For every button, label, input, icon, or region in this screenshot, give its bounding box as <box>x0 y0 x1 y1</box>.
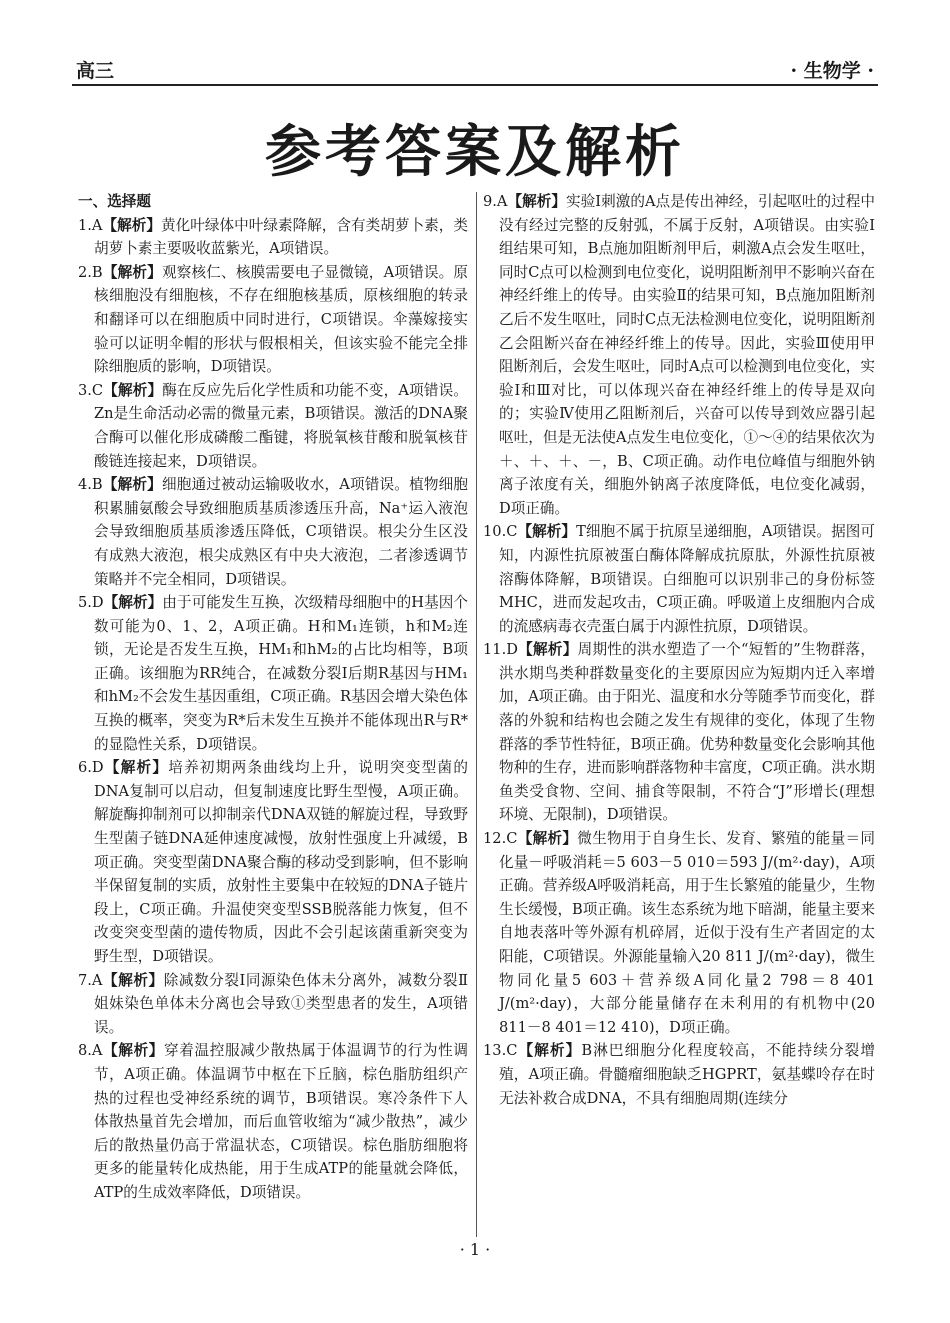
answer-key: 11.D <box>483 641 518 659</box>
page-header <box>72 52 878 82</box>
analysis-tag: 【解析】 <box>102 476 162 494</box>
analysis-tag: 【解析】 <box>102 971 164 989</box>
answer-key: 5.D <box>78 594 104 612</box>
answer-text: 穿着温控服减少散热属于体温调节的行为性调节，A项正确。体温调节中枢在下丘脑，棕色脂肪组织产热的过程也受神经系统的调节，B项错误。寒冷条件下人体散热量首先会增加，而后血管收缩为“减少散热”，减少后的散热量仍高于常温状态，C项错误。棕色脂肪细胞将更多的能量转化成热能，用于生成ATP的能量就会降低，ATP的生成效率降低，D项错误。 <box>94 1042 468 1201</box>
answer-item <box>78 969 468 1040</box>
answer-text: 微生物用于自身生长、发育、繁殖的能量＝同化量－呼吸消耗＝5 603－5 010＝593 J/(m²·day)，A项正确。营养级A呼吸消耗高，用于生长繁殖的能量少，生物生长缓慢，B项正确。该生态系统为地下暗湖，能量主要来自地表落叶等外源有机碎屑，近似于没有生产者固定的太阳能，C项错误。外源能量输入20 811 J/(m²·day)，微生物同化量5 603＋营养级A同化量2 798＝8 401 J/(m²·day)，大部分能量储存在未利用的有机物中(20 811－8 401＝12 410)，D项正确。 <box>499 830 875 1036</box>
column-divider <box>476 192 477 1237</box>
answer-item <box>483 638 875 827</box>
analysis-tag: 【解析】 <box>103 381 163 399</box>
analysis-tag: 【解析】 <box>517 641 578 659</box>
answer-item <box>483 190 875 520</box>
answer-text: 观察核仁、核膜需要电子显微镜，A项错误。原核细胞没有细胞核，不存在细胞核基质，原核细胞的转录和翻译可以在细胞质中同时进行，C项错误。伞藻嫁接实验可以证明伞帽的形状与假根相关，但该实验不能完全排除细胞质的影响，D项错误。 <box>94 263 468 376</box>
section-title: 一、选择题 <box>78 193 151 210</box>
answer-text: 周期性的洪水塑造了一个“短暂的”生物群落，洪水期鸟类种群数量变化的主要原因应为短期内迁入率增加，A项正确。由于阳光、温度和水分等随季节而变化，群落的外貌和结构也会随之发生有规律的变化，体现了生物群落的季节性特征，B项正确。优势种数量变化会影响其他物种的生存，进而影响群落物种丰富度，C项正确。洪水期鱼类受食物、空间、捕食等限制，不符合“J”形增长(理想环境、无限制)，D项错误。 <box>499 641 876 824</box>
answer-key: 9.A <box>483 193 508 210</box>
analysis-tag: 【解析】 <box>517 1042 582 1060</box>
analysis-tag: 【解析】 <box>507 193 567 210</box>
analysis-tag: 【解析】 <box>102 263 162 281</box>
answer-key: 10.C <box>483 523 518 541</box>
answer-key: 7.A <box>78 971 103 989</box>
answer-item <box>78 591 468 756</box>
left-column <box>78 190 468 1205</box>
right-column <box>483 190 875 1110</box>
answer-item <box>483 827 875 1039</box>
answer-key: 4.B <box>78 476 103 494</box>
answer-key: 13.C <box>483 1042 518 1060</box>
answer-text: 实验Ⅰ刺激的A点是传出神经，引起呕吐的过程中没有经过完整的反射弧，不属于反射，A项错误。由实验Ⅰ组结果可知，B点施加阻断剂甲后，刺激A点会发生呕吐，同时C点可以检测到电位变化，说明阻断剂甲不影响兴奋在神经纤维上的传导。由实验Ⅱ的结果可知，B点施加阻断剂乙后不发生呕吐，同时C点无法检测电位变化，说明阻断剂乙会阻断兴奋在神经纤维上的传导。因此，实验Ⅲ使用甲阻断剂后，会发生呕吐，同时A点可以检测到电位变化，实验Ⅰ和Ⅲ对比，可以体现兴奋在神经纤维上的传导是双向的；实验Ⅳ使用乙阻断剂后，兴奋可以传导到效应器引起呕吐，但是无法使A点发生电位变化，①～④的结果依次为＋、＋、＋、－，B、C项正确。动作电位峰值与细胞外钠离子浓度有关，细胞外钠离子浓度降低，电位变化减弱，D项正确。 <box>499 193 876 517</box>
subject-label: · 生物学 · <box>790 60 874 82</box>
answer-item <box>483 520 875 638</box>
answer-text: 除减数分裂Ⅰ同源染色体未分离外，减数分裂Ⅱ姐妹染色单体未分离也会导致①类型患者的发生，A项错误。 <box>94 971 468 1036</box>
page-title: 参考答案及解析 <box>265 120 685 185</box>
answer-text: B淋巴细胞分化程度较高，不能持续分裂增殖，A项正确。骨髓瘤细胞缺乏HGPRT，氨基蝶呤存在时无法补救合成DNA，不具有细胞周期(连续分 <box>499 1042 875 1107</box>
analysis-tag: 【解析】 <box>517 523 577 541</box>
answer-key: 6.D <box>78 759 104 777</box>
page-number: · 1 · <box>459 1240 491 1259</box>
answer-text: 培养初期两条曲线均上升，说明突变型菌的DNA复制可以启动，但复制速度比野生型慢，A项正确。解旋酶抑制剂可以抑制亲代DNA双链的解旋过程，导致野生型菌子链DNA延伸速度减慢，放射性强度上升减缓，B项正确。突变型菌DNA聚合酶的移动受到影响，但不影响半保留复制的实质，放射性主要集中在较短的DNA子链片段上，C项正确。升温使突变型SSB脱落能力恢复，但不改变突变型菌的遗传物质，因此不会引起该菌重新突变为野生型，D项错误。 <box>94 759 468 965</box>
answer-item <box>78 379 468 473</box>
answer-item <box>78 756 468 968</box>
answer-key: 8.A <box>78 1042 103 1060</box>
analysis-tag: 【解析】 <box>102 1042 165 1060</box>
grade-label: 高三 <box>76 60 115 82</box>
answer-item <box>483 1039 875 1110</box>
answer-key: 12.C <box>483 830 518 848</box>
analysis-tag: 【解析】 <box>103 759 169 777</box>
answer-text: 酶在反应先后化学性质和功能不变，A项错误。Zn是生命活动必需的微量元素，B项错误。激活的DNA聚合酶可以催化形成磷酸二酯键，将脱氧核苷酸和脱氧核苷酸链连接起来，D项错误。 <box>94 381 468 470</box>
answer-key: 3.C <box>78 381 104 399</box>
header-rule <box>72 84 878 86</box>
answer-item <box>78 473 468 591</box>
analysis-tag: 【解析】 <box>102 216 161 234</box>
answer-item <box>78 214 468 261</box>
answer-text: 黄化叶绿体中叶绿素降解，含有类胡萝卜素，类胡萝卜素主要吸收蓝紫光，A项错误。 <box>94 216 468 258</box>
answer-key: 1.A <box>78 216 103 234</box>
answer-key: 2.B <box>78 263 103 281</box>
answer-item <box>78 1039 468 1204</box>
analysis-tag: 【解析】 <box>517 830 578 848</box>
answer-text: T细胞不属于抗原呈递细胞，A项错误。据图可知，内源性抗原被蛋白酶体降解成抗原肽，外源性抗原被溶酶体降解，B项错误。白细胞可以识别非己的身份标签MHC，进而发起攻击，C项正确。呼吸道上皮细胞内合成的流感病毒衣壳蛋白属于内源性抗原，D项错误。 <box>499 523 875 635</box>
answer-text: 由于可能发生互换，次级精母细胞中的H基因个数可能为0、1、2，A项正确。H和M₁连锁，h和M₂连锁，无论是否发生互换，HM₁和hM₂的占比均相等，B项正确。该细胞为RR纯合，在减数分裂Ⅰ后期R基因与HM₁和hM₂不会发生基因重组，C项正确。R基因会增大染色体互换的概率，突变为R*后未发生互换并不能体现出R与R*的显隐性关系，D项错误。 <box>94 594 468 753</box>
answer-item <box>78 261 468 379</box>
analysis-tag: 【解析】 <box>103 594 163 612</box>
answer-text: 细胞通过被动运输吸收水，A项错误。植物细胞积累脯氨酸会导致细胞质基质渗透压升高，Na⁺运入液泡会导致细胞质基质渗透压降低，C项错误。根尖分生区没有成熟大液泡，根尖成熟区有中央大液泡，二者渗透调节策略并不完全相同，D项错误。 <box>94 476 468 588</box>
